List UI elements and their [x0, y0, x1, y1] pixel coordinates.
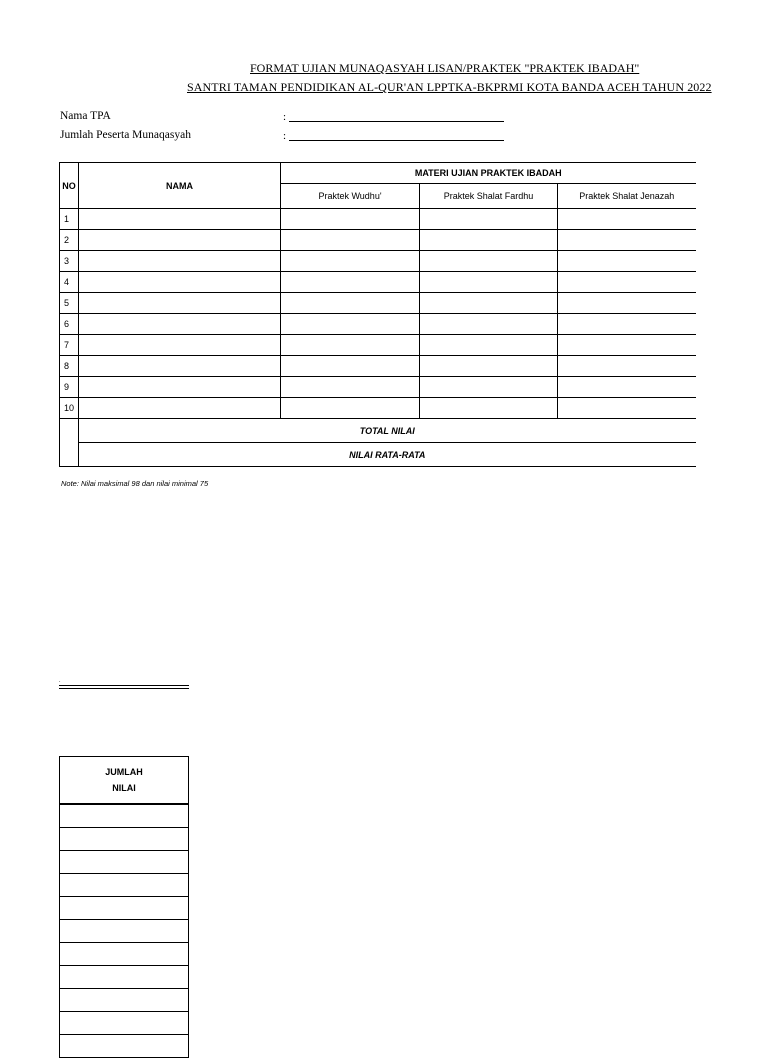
row-number: 10: [60, 398, 79, 419]
score-cell[interactable]: [558, 209, 696, 230]
score-cell[interactable]: [281, 209, 420, 230]
form-title: FORMAT UJIAN MUNAQASYAH LISAN/PRAKTEK "PRAKTEK IBADAH": [250, 61, 640, 75]
table-row: [60, 989, 189, 1012]
score-cell[interactable]: [558, 230, 696, 251]
table-row: [60, 230, 696, 251]
row-number: 1: [60, 209, 79, 230]
score-cell[interactable]: [281, 335, 420, 356]
jumlah-nilai-cell[interactable]: [60, 1012, 189, 1035]
jumlah-nilai-table: [59, 756, 189, 1058]
row-number: 7: [60, 335, 79, 356]
score-cell[interactable]: [420, 314, 558, 335]
jumlah-peserta-field[interactable]: [289, 140, 504, 141]
name-cell[interactable]: [79, 377, 281, 398]
jumlah-peserta-label: Jumlah Peserta Munaqasyah: [60, 129, 191, 141]
table-row: [60, 828, 189, 851]
row-number: 8: [60, 356, 79, 377]
name-cell[interactable]: [79, 314, 281, 335]
score-cell[interactable]: [558, 398, 696, 419]
score-cell[interactable]: [420, 293, 558, 314]
header-shalat-fardhu: Praktek Shalat Fardhu: [420, 184, 558, 209]
table-row: [60, 966, 189, 989]
jumlah-nilai-cell[interactable]: [60, 943, 189, 966]
jumlah-nilai-header: [60, 757, 189, 805]
jumlah-nilai-cell[interactable]: [60, 851, 189, 874]
score-cell[interactable]: [281, 377, 420, 398]
jumlah-nilai-cell[interactable]: [60, 828, 189, 851]
score-cell[interactable]: [558, 314, 696, 335]
name-cell[interactable]: [79, 209, 281, 230]
score-cell[interactable]: [420, 209, 558, 230]
table-row: [60, 209, 696, 230]
note-text: Note: Nilai maksimal 98 dan nilai minimal 75: [61, 479, 209, 488]
total-row: [60, 419, 696, 443]
score-cell[interactable]: [420, 356, 558, 377]
table-row: [60, 377, 696, 398]
row-number: 5: [60, 293, 79, 314]
row-number: 2: [60, 230, 79, 251]
row-number: 3: [60, 251, 79, 272]
signature-mark: .: [59, 678, 61, 684]
nama-tpa-field[interactable]: [289, 121, 504, 122]
table-row: [60, 398, 696, 419]
score-cell[interactable]: [420, 335, 558, 356]
name-cell[interactable]: [79, 398, 281, 419]
table-row: [60, 897, 189, 920]
table-row: [60, 943, 189, 966]
nama-tpa-colon: :: [283, 111, 287, 123]
nilai-rata-rata-label: NILAI RATA-RATA: [79, 443, 696, 467]
name-cell[interactable]: [79, 272, 281, 293]
table-row: [60, 1012, 189, 1035]
name-cell[interactable]: [79, 356, 281, 377]
jumlah-label: JUMLAH: [105, 767, 143, 777]
header-shalat-jenazah: Praktek Shalat Jenazah: [558, 184, 696, 209]
score-cell[interactable]: [281, 356, 420, 377]
header-no: NO: [60, 163, 79, 209]
score-cell[interactable]: [558, 356, 696, 377]
table-row: [60, 335, 696, 356]
score-cell[interactable]: [558, 251, 696, 272]
nilai-label: NILAI: [112, 783, 136, 793]
jumlah-nilai-cell[interactable]: [60, 1035, 189, 1058]
score-cell[interactable]: [281, 230, 420, 251]
jumlah-nilai-cell[interactable]: [60, 874, 189, 897]
name-cell[interactable]: [79, 230, 281, 251]
score-cell[interactable]: [558, 272, 696, 293]
table-row: [60, 1035, 189, 1058]
score-cell[interactable]: [558, 293, 696, 314]
score-cell[interactable]: [281, 293, 420, 314]
signature-line: [59, 685, 189, 689]
name-cell[interactable]: [79, 293, 281, 314]
table-row: [60, 874, 189, 897]
jumlah-nilai-cell[interactable]: [60, 897, 189, 920]
row-number: 6: [60, 314, 79, 335]
jumlah-peserta-colon: :: [283, 130, 287, 142]
jumlah-nilai-cell[interactable]: [60, 920, 189, 943]
table-row: [60, 251, 696, 272]
name-cell[interactable]: [79, 251, 281, 272]
score-cell[interactable]: [420, 272, 558, 293]
header-wudhu: Praktek Wudhu': [281, 184, 420, 209]
jumlah-nilai-cell[interactable]: [60, 804, 189, 828]
score-cell[interactable]: [281, 251, 420, 272]
score-cell[interactable]: [558, 335, 696, 356]
score-cell[interactable]: [558, 377, 696, 398]
row-number: 4: [60, 272, 79, 293]
total-nilai-label: TOTAL NILAI: [79, 419, 696, 443]
table-row: [60, 920, 189, 943]
score-cell[interactable]: [281, 398, 420, 419]
table-row: [60, 851, 189, 874]
score-cell[interactable]: [420, 377, 558, 398]
nama-tpa-label: Nama TPA: [60, 110, 111, 122]
table-row: [60, 314, 696, 335]
score-cell[interactable]: [420, 251, 558, 272]
summary-blank-cell: [60, 419, 79, 467]
score-cell[interactable]: [420, 398, 558, 419]
table-row: [60, 356, 696, 377]
score-cell[interactable]: [420, 230, 558, 251]
table-row: [60, 293, 696, 314]
header-nama: NAMA: [79, 163, 281, 209]
table-row: [60, 804, 189, 828]
exam-table: [59, 162, 696, 467]
jumlah-nilai-cell[interactable]: [60, 966, 189, 989]
average-row: [60, 443, 696, 467]
row-number: 9: [60, 377, 79, 398]
form-subtitle: SANTRI TAMAN PENDIDIKAN AL-QUR'AN LPPTKA-BKPRMI KOTA BANDA ACEH TAHUN 2022: [187, 80, 712, 94]
name-cell[interactable]: [79, 335, 281, 356]
table-row: [60, 272, 696, 293]
score-cell[interactable]: [281, 272, 420, 293]
score-cell[interactable]: [281, 314, 420, 335]
jumlah-nilai-cell[interactable]: [60, 989, 189, 1012]
header-materi: MATERI UJIAN PRAKTEK IBADAH: [281, 163, 696, 184]
